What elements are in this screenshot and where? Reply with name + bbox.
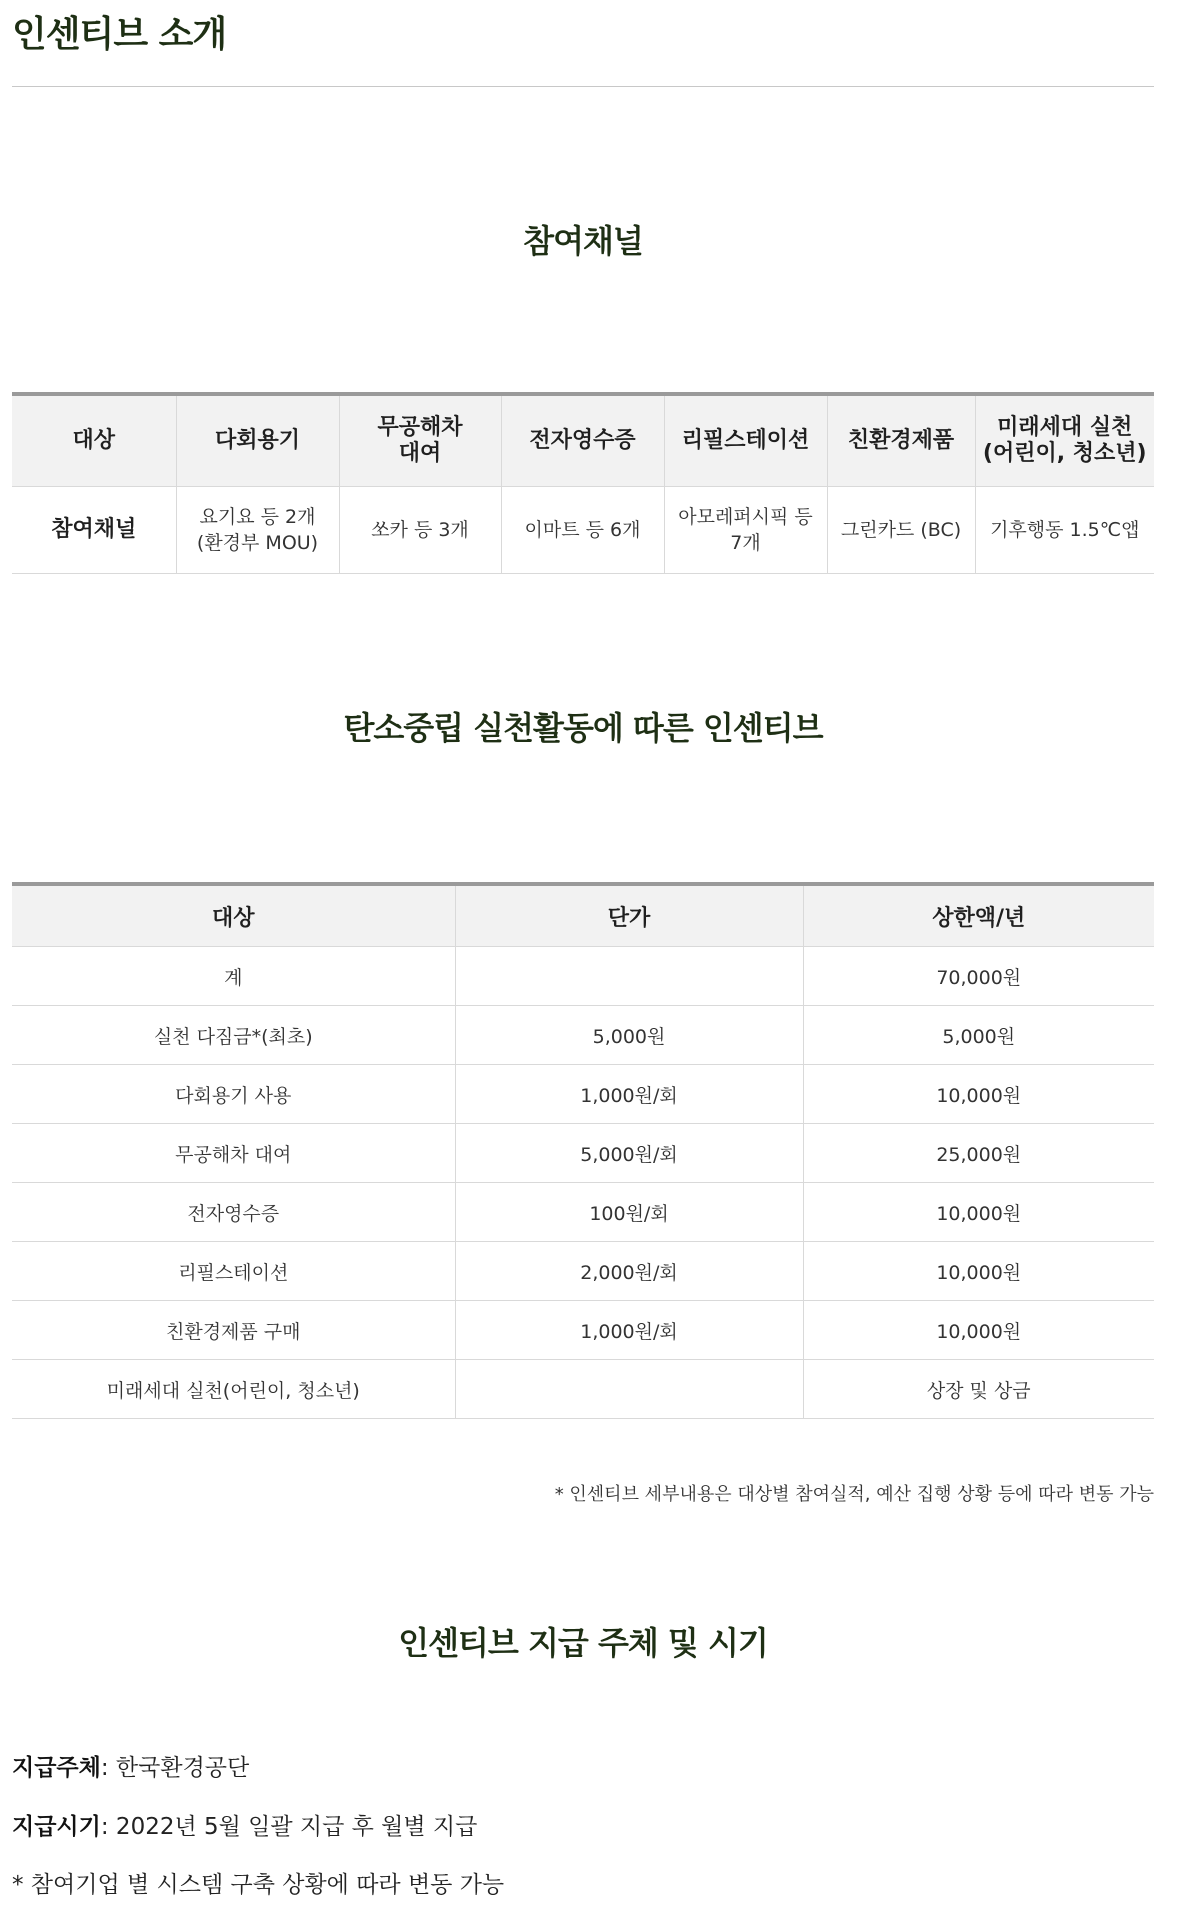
channels-table <box>12 392 1154 574</box>
incentive-annual-cap: 5,000원 <box>803 1006 1154 1065</box>
incentives-header-cell: 대상 <box>12 884 455 947</box>
channels-header-cell: 리필스테이션 <box>664 394 827 487</box>
channels-cell <box>664 487 827 574</box>
incentives-table <box>12 882 1154 1419</box>
channels-cell: 이마트 등 6개 <box>501 487 664 574</box>
incentive-annual-cap: 상장 및 상금 <box>803 1360 1154 1419</box>
incentives-header-cell: 단가 <box>455 884 803 947</box>
incentive-target: 계 <box>12 947 455 1006</box>
incentives-header-cell: 상한액/년 <box>803 884 1154 947</box>
incentives-footnote: * 인센티브 세부내용은 대상별 참여실적, 예산 집행 상황 등에 따라 변동 가능 <box>554 1484 1154 1505</box>
channels-header-cell <box>975 394 1154 487</box>
incentive-unit-price: 100원/회 <box>455 1183 803 1242</box>
channels-header-row <box>12 394 1154 487</box>
incentives-heading: 탄소중립 실천활동에 따른 인센티브 <box>343 709 823 747</box>
table-row <box>12 1124 1154 1183</box>
table-row <box>12 1065 1154 1124</box>
channels-header-cell: 다회용기 <box>176 394 339 487</box>
incentive-unit-price: 1,000원/회 <box>455 1065 803 1124</box>
incentive-target: 리필스테이션 <box>12 1242 455 1301</box>
payment-heading: 인센티브 지급 주체 및 시기 <box>398 1624 768 1662</box>
title-divider <box>12 86 1154 87</box>
table-row <box>12 1301 1154 1360</box>
incentive-annual-cap: 10,000원 <box>803 1183 1154 1242</box>
incentive-target: 다회용기 사용 <box>12 1065 455 1124</box>
payment-note: * 참여기업 별 시스템 구축 상황에 따라 변동 가능 <box>12 1872 505 1898</box>
channels-cell: 쏘카 등 3개 <box>339 487 501 574</box>
table-row <box>12 1360 1154 1419</box>
incentive-unit-price: 2,000원/회 <box>455 1242 803 1301</box>
incentives-header-row <box>12 884 1154 947</box>
channels-cell: 기후행동 1.5℃앱 <box>975 487 1154 574</box>
table-row <box>12 1183 1154 1242</box>
incentive-annual-cap: 10,000원 <box>803 1065 1154 1124</box>
channels-row-head: 참여채널 <box>12 487 176 574</box>
channels-cell: 그린카드 (BC) <box>827 487 975 574</box>
incentive-unit-price <box>455 1360 803 1419</box>
incentive-unit-price: 5,000원 <box>455 1006 803 1065</box>
cell-text: 요기요 등 2개 (환경부 MOU) <box>196 506 319 554</box>
channels-header-cell: 대상 <box>12 394 176 487</box>
payment-timing-label: 지급시기 <box>12 1814 101 1840</box>
channels-heading: 참여채널 <box>523 222 643 260</box>
incentive-target: 전자영수증 <box>12 1183 455 1242</box>
incentive-unit-price: 5,000원/회 <box>455 1124 803 1183</box>
payment-subject-label: 지급주체 <box>12 1755 101 1781</box>
incentive-annual-cap: 10,000원 <box>803 1242 1154 1301</box>
incentive-target: 미래세대 실천(어린이, 청소년) <box>12 1360 455 1419</box>
table-row <box>12 1242 1154 1301</box>
payment-timing-value: : 2022년 5월 일괄 지급 후 월별 지급 <box>100 1814 478 1840</box>
channels-header-cell: 전자영수증 <box>501 394 664 487</box>
payment-timing-line <box>12 1808 477 1841</box>
incentive-annual-cap: 10,000원 <box>803 1301 1154 1360</box>
incentive-target: 무공해차 대여 <box>12 1124 455 1183</box>
table-row <box>12 947 1154 1006</box>
channels-header-cell <box>339 394 501 487</box>
incentive-annual-cap: 25,000원 <box>803 1124 1154 1183</box>
incentive-target: 친환경제품 구매 <box>12 1301 455 1360</box>
header-line: 무공해차 대여 <box>377 415 463 466</box>
header-line: 미래세대 실천 (어린이, 청소년) <box>982 415 1147 466</box>
channels-cell <box>176 487 339 574</box>
payment-subject-value: : 한국환경공단 <box>100 1755 250 1781</box>
channels-header-cell: 친환경제품 <box>827 394 975 487</box>
channels-data-row <box>12 487 1154 574</box>
incentive-annual-cap: 70,000원 <box>803 947 1154 1006</box>
payment-subject-line <box>12 1749 249 1782</box>
incentive-target: 실천 다짐금*(최초) <box>12 1006 455 1065</box>
page-title: 인센티브 소개 <box>12 14 227 55</box>
incentive-unit-price <box>455 947 803 1006</box>
incentive-unit-price: 1,000원/회 <box>455 1301 803 1360</box>
cell-text: 아모레퍼시픽 등 7개 <box>678 506 813 554</box>
table-row <box>12 1006 1154 1065</box>
